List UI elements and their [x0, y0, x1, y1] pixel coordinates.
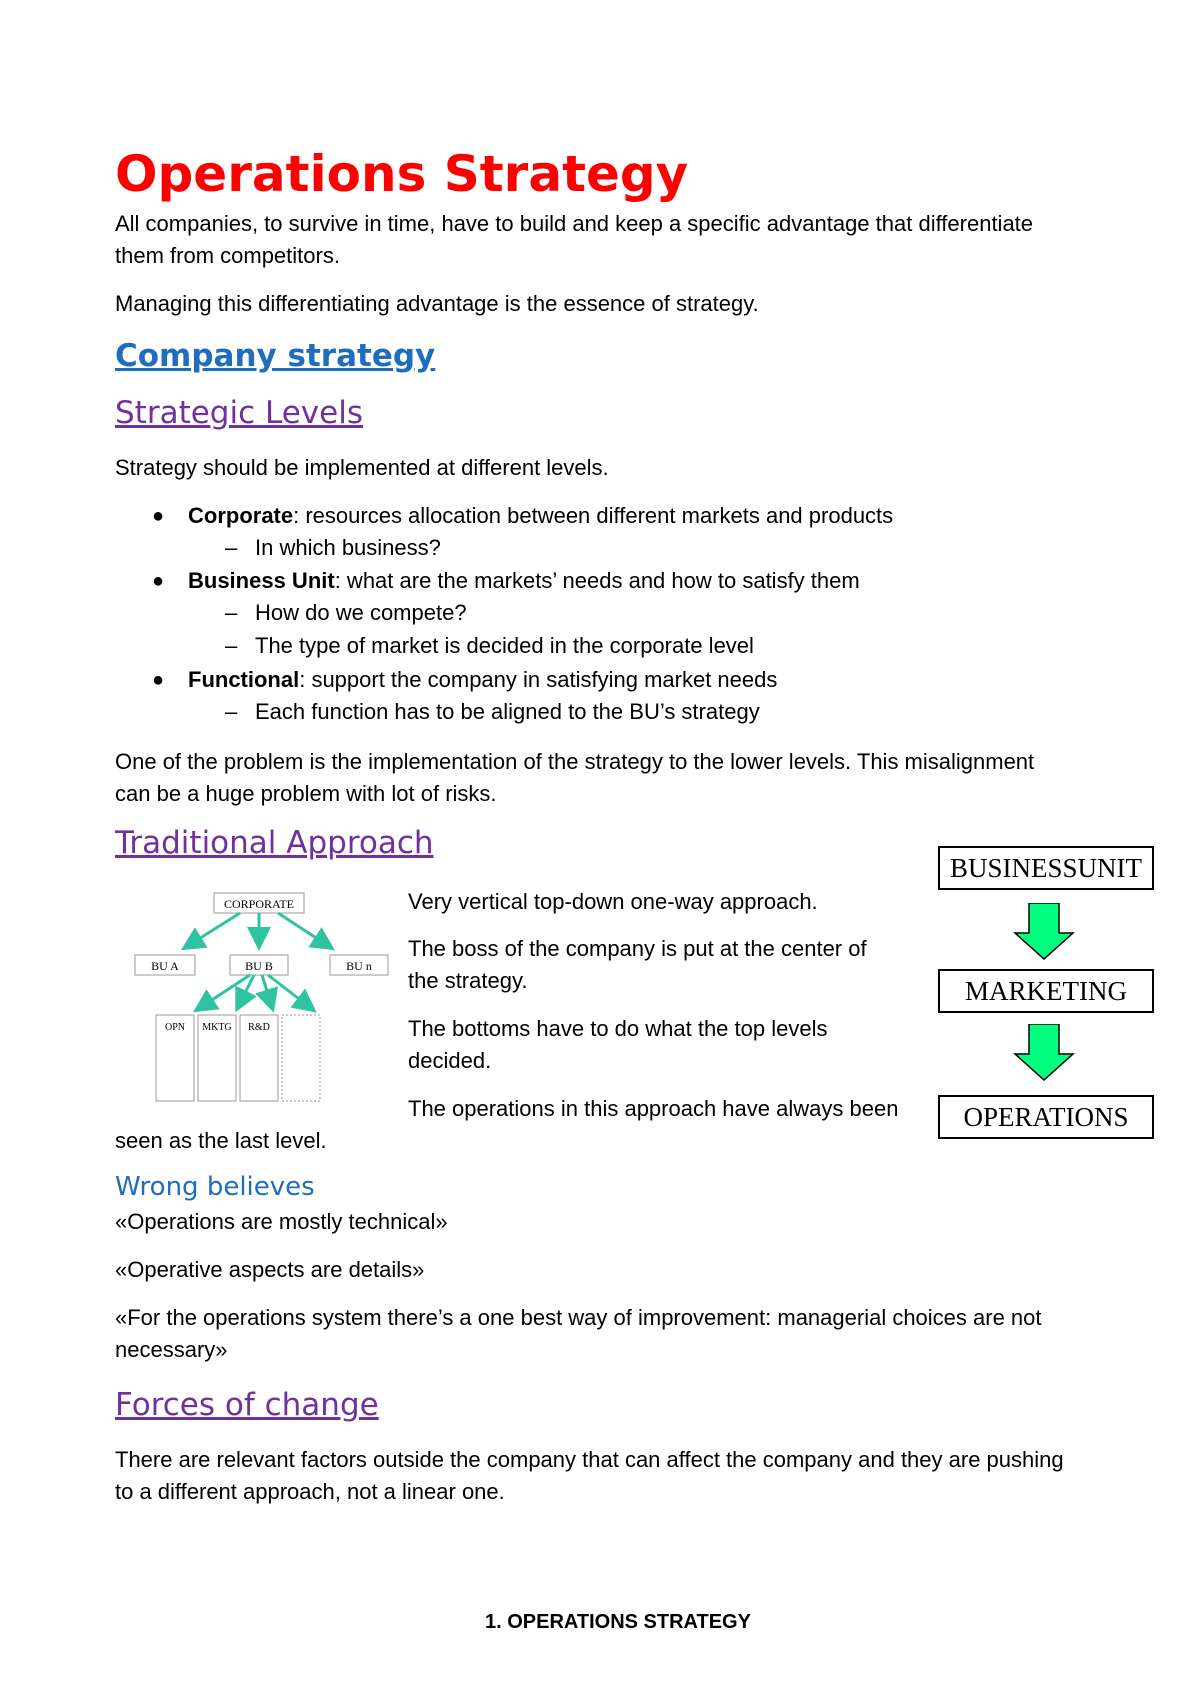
- wrong-believes-heading: Wrong believes: [115, 1172, 315, 1202]
- term-business-unit: Business Unit: [188, 568, 335, 593]
- wrong-believe-1: «Operations are mostly technical»: [115, 1209, 448, 1234]
- wrong-believe-2: «Operative aspects are details»: [115, 1257, 425, 1282]
- bullet-functional: [152, 663, 164, 696]
- bullet-dot: ●: [152, 570, 165, 592]
- strategic-levels-closing: One of the problem is the implementation of the strategy to the lower levels. This misalignment can be a huge problem with lot of risks.: [115, 749, 1035, 806]
- term-functional: Functional: [188, 667, 300, 692]
- text-corporate: : resources allocation between different markets and products: [293, 503, 894, 528]
- sub-item-text: Each function has to be aligned to the BU’s strategy: [255, 699, 760, 724]
- sub-item-business-unit-1: – How do we compete?: [225, 600, 467, 625]
- page-footer: 1. OPERATIONS STRATEGY: [485, 1611, 751, 1633]
- forces-of-change-heading: Forces of change: [115, 1387, 379, 1423]
- opn-label: OPN: [164, 1022, 186, 1033]
- flow-operations-box: OPERATIONS: [938, 1095, 1154, 1139]
- strategic-levels-intro: Strategy should be implemented at different levels.: [115, 455, 609, 480]
- strategic-levels-heading: Strategic Levels: [115, 395, 363, 431]
- traditional-approach-heading: Traditional Approach: [115, 825, 434, 861]
- corporate-label: CORPORATE: [223, 897, 295, 911]
- sub-item-text: In which business?: [255, 535, 441, 560]
- sub-item-business-unit-2: – The type of market is decided in the corporate level: [225, 633, 754, 658]
- mktg-label: MKTG: [202, 1022, 232, 1033]
- bullet-dot: ●: [152, 669, 165, 691]
- bullet-dot: ●: [152, 505, 165, 527]
- list-item-corporate: [188, 500, 1088, 532]
- bullet-corporate: [152, 499, 164, 532]
- sub-item-functional-1: – Each function has to be aligned to the BU’s strategy: [225, 699, 760, 724]
- down-arrow-icon: [1013, 1024, 1075, 1082]
- intro-paragraph-1: All companies, to survive in time, have to build and keep a specific advantage that differentiate them from competitors.: [115, 211, 1034, 268]
- forces-of-change-text: There are relevant factors outside the company that can affect the company and they are pushing to a different approach, not a linear one.: [115, 1447, 1064, 1504]
- bullet-business-unit: [152, 564, 164, 597]
- company-strategy-heading: Company strategy: [115, 338, 436, 374]
- extra-column: [282, 1015, 320, 1101]
- bu-n-label: BU n: [346, 959, 372, 973]
- traditional-p3: The bottoms have to do what the top levels decided.: [408, 1016, 828, 1073]
- term-corporate: Corporate: [188, 503, 294, 528]
- bu-a-label: BU A: [151, 959, 179, 973]
- list-item-functional: [188, 664, 1088, 696]
- text-business-unit: : what are the markets’ needs and how to satisfy them: [334, 568, 860, 593]
- traditional-p4a: The operations in this approach have always been: [408, 1096, 899, 1121]
- flow-marketing-box: MARKETING: [938, 969, 1154, 1013]
- down-arrow-icon: [1013, 903, 1075, 961]
- traditional-p2: The boss of the company is put at the center of the strategy.: [408, 936, 867, 993]
- page-title: Operations Strategy: [115, 145, 689, 203]
- rd-label: R&D: [248, 1022, 270, 1033]
- flow-business-unit-box: BUSINESSUNIT: [938, 846, 1154, 890]
- wrong-believe-3: «For the operations system there’s a one best way of improvement: managerial choices are not necessary»: [115, 1305, 1042, 1362]
- list-item-business-unit: [188, 565, 1088, 597]
- sub-item-text: The type of market is decided in the corporate level: [255, 633, 754, 658]
- org-chart-diagram: [130, 885, 390, 1105]
- intro-paragraph-2: Managing this differentiating advantage is the essence of strategy.: [115, 291, 759, 316]
- bu-b-label: BU B: [245, 959, 273, 973]
- text-functional: : support the company in satisfying market needs: [299, 667, 778, 692]
- traditional-p4b: seen as the last level.: [115, 1128, 327, 1153]
- traditional-p1: Very vertical top-down one-way approach.: [408, 889, 818, 914]
- sub-item-corporate-1: – In which business?: [225, 535, 441, 560]
- sub-item-text: How do we compete?: [255, 600, 467, 625]
